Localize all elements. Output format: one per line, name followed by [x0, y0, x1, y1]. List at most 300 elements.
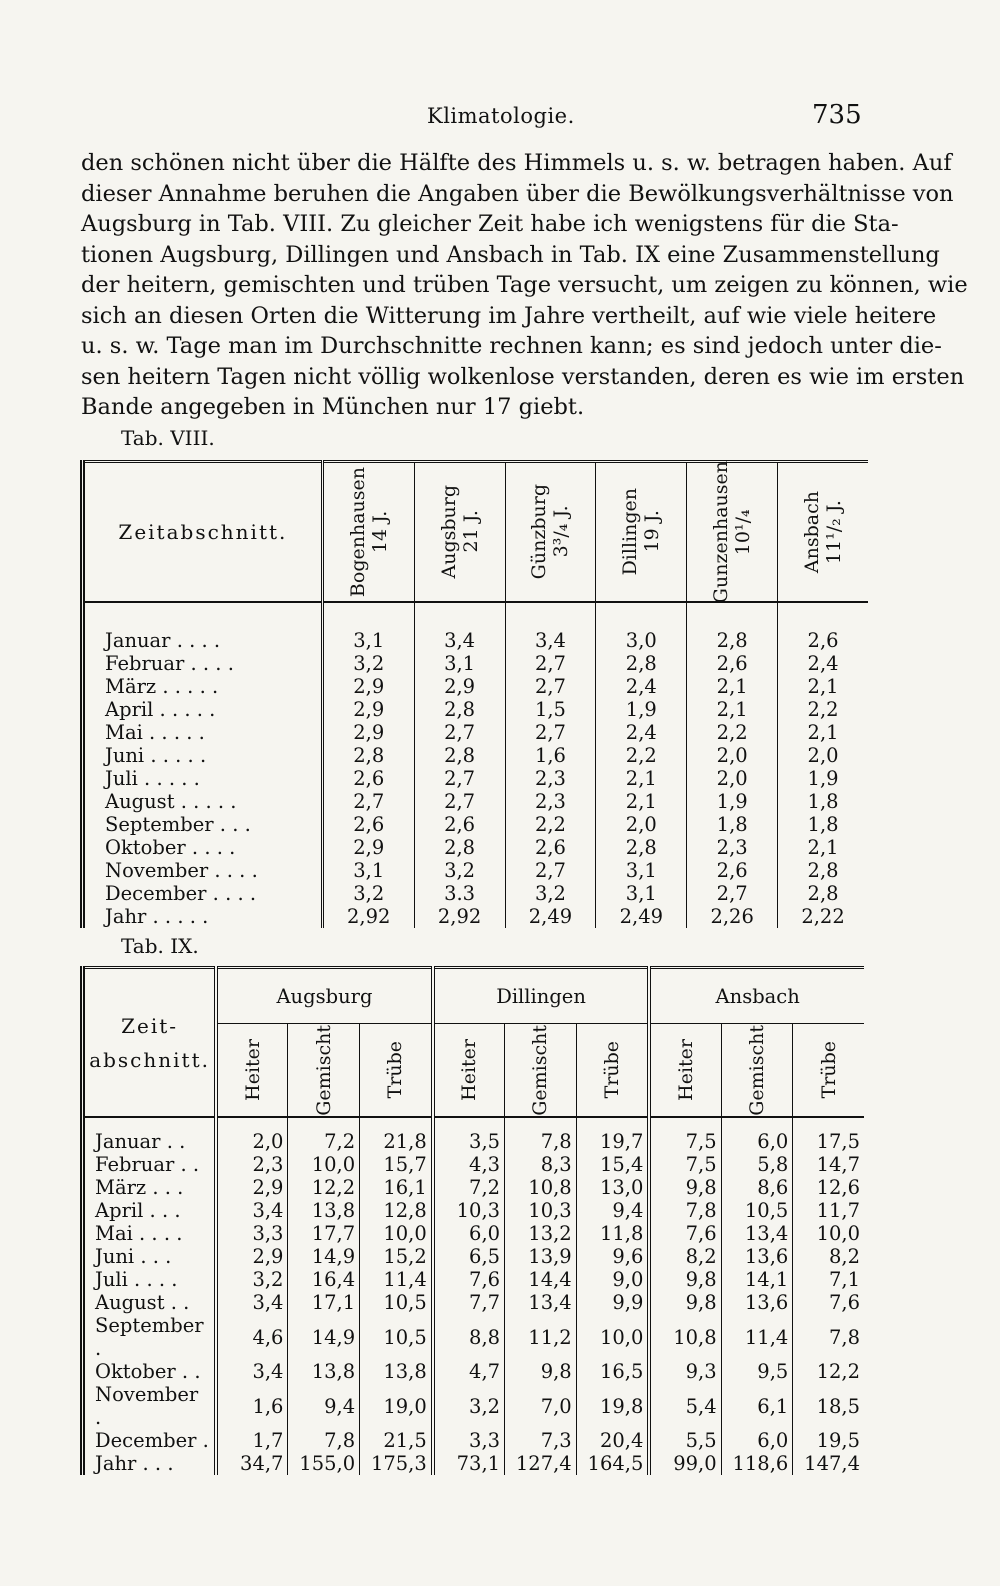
- station-years: 3³/₄ J.: [550, 506, 573, 558]
- station-years: 10¹/₄: [732, 509, 755, 555]
- value-cell: 2,7: [505, 859, 596, 882]
- table-row: [83, 698, 869, 721]
- value-cell: 147,4: [793, 1452, 864, 1475]
- table-row: [83, 721, 869, 744]
- value-cell: 13,8: [288, 1360, 360, 1383]
- value-cell: 19,5: [793, 1429, 864, 1452]
- value-cell: 164,5: [576, 1452, 649, 1475]
- value-cell: 12,2: [288, 1176, 360, 1199]
- value-cell: 7,8: [649, 1199, 721, 1222]
- body-line: sich an diesen Orten die Witterung im Jahre vertheilt, auf wie viele heitere: [81, 302, 937, 329]
- month-cell: Oktober . . . .: [105, 836, 236, 859]
- month-cell: August . . . . .: [105, 790, 237, 813]
- table-row: [83, 675, 869, 698]
- month-cell: November .: [95, 1383, 199, 1429]
- value-cell: 2,8: [596, 652, 687, 675]
- table-row: [83, 813, 869, 836]
- value-cell: 5,4: [649, 1383, 721, 1429]
- value-cell: 8,6: [721, 1176, 793, 1199]
- subheader-label: Heiter: [458, 1039, 481, 1101]
- table-row: [83, 1199, 865, 1222]
- table-row: [83, 1117, 865, 1153]
- month-cell: März . . . . .: [105, 675, 219, 698]
- value-cell: 10,3: [505, 1199, 577, 1222]
- value-cell: 3,4: [414, 602, 505, 652]
- table-viii-caption: Tab. VIII.: [121, 426, 215, 450]
- value-cell: 2,0: [778, 744, 868, 767]
- value-cell: 2,8: [322, 744, 414, 767]
- value-cell: 2,2: [596, 744, 687, 767]
- month-cell: November . . . .: [105, 859, 258, 882]
- value-cell: 6,0: [721, 1429, 793, 1452]
- subheader-label: Gemischt: [745, 1024, 768, 1116]
- table-row: [83, 1383, 865, 1429]
- value-cell: 2,6: [687, 859, 778, 882]
- value-cell: 2,0: [687, 767, 778, 790]
- table-row: [83, 1452, 865, 1475]
- station-header-dillingen: Dillingen: [433, 968, 650, 1024]
- value-cell: 8,3: [505, 1153, 577, 1176]
- value-cell: 9,8: [505, 1360, 577, 1383]
- value-cell: 12,8: [360, 1199, 433, 1222]
- value-cell: 3,1: [414, 652, 505, 675]
- body-line: tionen Augsburg, Dillingen und Ansbach in Tab. IX eine Zusammenstellung: [81, 241, 940, 268]
- value-cell: 1,9: [778, 767, 868, 790]
- table-row: [83, 905, 869, 928]
- value-cell: 16,5: [576, 1360, 649, 1383]
- value-cell: 2,3: [216, 1153, 288, 1176]
- value-cell: 13,6: [721, 1245, 793, 1268]
- value-cell: 3,4: [216, 1199, 288, 1222]
- label-line: Zeit-: [121, 1013, 179, 1038]
- station-name: Augsburg: [437, 485, 460, 579]
- page-header: [0, 100, 1000, 136]
- value-cell: 1,7: [216, 1429, 288, 1452]
- month-cell: Juli . . . .: [95, 1268, 178, 1291]
- value-cell: 2,1: [778, 836, 868, 859]
- table-ix-station-row: [83, 968, 865, 1024]
- value-cell: 17,7: [288, 1222, 360, 1245]
- value-cell: 21,8: [360, 1117, 433, 1153]
- running-title: Klimatologie.: [427, 104, 575, 128]
- column-header-augsburg: [414, 462, 505, 603]
- value-cell: 1,5: [505, 698, 596, 721]
- month-cell: Mai . . . .: [95, 1222, 183, 1245]
- subheader-label: Trübe: [384, 1041, 407, 1099]
- value-cell: 11,8: [576, 1222, 649, 1245]
- value-cell: 2,9: [322, 675, 414, 698]
- month-cell: Januar . .: [95, 1130, 186, 1153]
- page-number: 735: [812, 100, 862, 130]
- value-cell: 9,8: [649, 1291, 721, 1314]
- month-cell: Jahr . . . . .: [105, 905, 209, 928]
- value-cell: 2,1: [596, 790, 687, 813]
- value-cell: 9,6: [576, 1245, 649, 1268]
- value-cell: 2,7: [505, 652, 596, 675]
- month-cell: Februar . . . .: [105, 652, 234, 675]
- value-cell: 2,6: [505, 836, 596, 859]
- value-cell: 3,2: [216, 1268, 288, 1291]
- value-cell: 9,3: [649, 1360, 721, 1383]
- value-cell: 2,8: [687, 602, 778, 652]
- value-cell: 2,0: [216, 1117, 288, 1153]
- value-cell: 10,8: [505, 1176, 577, 1199]
- station-name: Ansbach: [801, 490, 824, 574]
- value-cell: 2,92: [322, 905, 414, 928]
- month-cell: Mai . . . . .: [105, 721, 205, 744]
- table-row: [83, 1222, 865, 1245]
- value-cell: 3,2: [322, 652, 414, 675]
- table-viii-body: [83, 602, 869, 928]
- value-cell: 155,0: [288, 1452, 360, 1475]
- subheader-cell: [505, 1024, 577, 1118]
- value-cell: 8,2: [793, 1245, 864, 1268]
- station-name: Günzburg: [528, 484, 551, 580]
- value-cell: 3,2: [322, 882, 414, 905]
- station-header-ansbach: Ansbach: [649, 968, 864, 1024]
- value-cell: 10,3: [433, 1199, 505, 1222]
- value-cell: 2,3: [505, 790, 596, 813]
- station-name: Dillingen: [619, 488, 642, 576]
- table-row: [83, 1176, 865, 1199]
- month-cell: Juni . . .: [95, 1245, 172, 1268]
- month-cell: Februar . .: [95, 1153, 200, 1176]
- value-cell: 7,8: [505, 1117, 577, 1153]
- value-cell: 2,6: [687, 652, 778, 675]
- value-cell: 2,6: [322, 813, 414, 836]
- value-cell: 5,8: [721, 1153, 793, 1176]
- value-cell: 2,4: [596, 675, 687, 698]
- value-cell: 7,7: [433, 1291, 505, 1314]
- value-cell: 2,49: [505, 905, 596, 928]
- subheader-cell: [721, 1024, 793, 1118]
- value-cell: 3,1: [322, 602, 414, 652]
- table-row: [83, 1314, 865, 1360]
- value-cell: 16,4: [288, 1268, 360, 1291]
- value-cell: 2,2: [687, 721, 778, 744]
- table-row: [83, 836, 869, 859]
- value-cell: 14,4: [505, 1268, 577, 1291]
- value-cell: 10,0: [360, 1222, 433, 1245]
- value-cell: 17,1: [288, 1291, 360, 1314]
- station-name: Bogenhausen: [346, 466, 369, 598]
- subheader-label: Gemischt: [312, 1024, 335, 1116]
- value-cell: 2,9: [216, 1245, 288, 1268]
- value-cell: 10,8: [649, 1314, 721, 1360]
- value-cell: 6,0: [433, 1222, 505, 1245]
- value-cell: 12,6: [793, 1176, 864, 1199]
- value-cell: 7,6: [793, 1291, 864, 1314]
- value-cell: 2,8: [596, 836, 687, 859]
- value-cell: 2,7: [414, 767, 505, 790]
- month-cell: December .: [95, 1429, 209, 1452]
- value-cell: 1,8: [778, 813, 868, 836]
- body-line: dieser Annahme beruhen die Angaben über die Bewölkungsverhältnisse von: [81, 180, 954, 207]
- value-cell: 2,4: [596, 721, 687, 744]
- station-years: 11¹/₂ J.: [823, 499, 846, 565]
- table-ix-caption: Tab. IX.: [121, 934, 199, 958]
- value-cell: 2,9: [216, 1176, 288, 1199]
- value-cell: 2,7: [414, 790, 505, 813]
- value-cell: 2,3: [505, 767, 596, 790]
- table-row: [83, 1153, 865, 1176]
- value-cell: 1,8: [778, 790, 868, 813]
- column-header-dillingen: [596, 462, 687, 603]
- month-cell: August . .: [95, 1291, 190, 1314]
- value-cell: 13,8: [288, 1199, 360, 1222]
- value-cell: 2,1: [778, 675, 868, 698]
- value-cell: 11,7: [793, 1199, 864, 1222]
- value-cell: 3,0: [596, 602, 687, 652]
- subheader-cell: [793, 1024, 864, 1118]
- value-cell: 2,49: [596, 905, 687, 928]
- value-cell: 3,4: [216, 1360, 288, 1383]
- value-cell: 2,0: [687, 744, 778, 767]
- value-cell: 10,0: [576, 1314, 649, 1360]
- value-cell: 4,7: [433, 1360, 505, 1383]
- value-cell: 9,4: [288, 1383, 360, 1429]
- value-cell: 15,4: [576, 1153, 649, 1176]
- value-cell: 9,0: [576, 1268, 649, 1291]
- body-line: den schönen nicht über die Hälfte des Himmels u. s. w. betragen haben. Auf: [81, 150, 952, 176]
- table-row: [83, 1245, 865, 1268]
- value-cell: 3,1: [322, 859, 414, 882]
- value-cell: 2,1: [778, 721, 868, 744]
- table-viii-header-row: [83, 462, 869, 603]
- station-years: 21 J.: [459, 510, 482, 554]
- value-cell: 16,1: [360, 1176, 433, 1199]
- month-cell: April . . . . .: [105, 698, 216, 721]
- value-cell: 17,5: [793, 1117, 864, 1153]
- value-cell: 21,5: [360, 1429, 433, 1452]
- value-cell: 14,9: [288, 1314, 360, 1360]
- subheader-label: Trübe: [601, 1041, 624, 1099]
- column-header-ansbach: [778, 462, 868, 603]
- value-cell: 10,0: [793, 1222, 864, 1245]
- value-cell: 7,8: [288, 1429, 360, 1452]
- value-cell: 2,3: [687, 836, 778, 859]
- value-cell: 9,8: [649, 1268, 721, 1291]
- month-cell: Jahr . . .: [95, 1452, 174, 1475]
- value-cell: 2,4: [778, 652, 868, 675]
- table-row: [83, 790, 869, 813]
- value-cell: 13,6: [721, 1291, 793, 1314]
- value-cell: 2,7: [505, 721, 596, 744]
- table-row: [83, 882, 869, 905]
- value-cell: 3,2: [414, 859, 505, 882]
- value-cell: 2,9: [322, 698, 414, 721]
- value-cell: 175,3: [360, 1452, 433, 1475]
- value-cell: 1,6: [505, 744, 596, 767]
- value-cell: 3,4: [216, 1291, 288, 1314]
- value-cell: 13,4: [505, 1291, 577, 1314]
- subheader-cell: [649, 1024, 721, 1118]
- station-header-augsburg: Augsburg: [216, 968, 433, 1024]
- station-years: 19 J.: [641, 510, 664, 554]
- value-cell: 1,6: [216, 1383, 288, 1429]
- table-row: [83, 602, 869, 652]
- month-cell: September .: [95, 1314, 204, 1360]
- value-cell: 73,1: [433, 1452, 505, 1475]
- value-cell: 13,4: [721, 1222, 793, 1245]
- value-cell: 6,5: [433, 1245, 505, 1268]
- table-row: [83, 652, 869, 675]
- subheader-label: Trübe: [817, 1041, 840, 1099]
- value-cell: 10,5: [360, 1314, 433, 1360]
- value-cell: 11,4: [360, 1268, 433, 1291]
- value-cell: 8,8: [433, 1314, 505, 1360]
- value-cell: 2,2: [505, 813, 596, 836]
- month-cell: December . . . .: [105, 882, 257, 905]
- value-cell: 2,7: [322, 790, 414, 813]
- value-cell: 13,2: [505, 1222, 577, 1245]
- month-cell: Juli . . . . .: [105, 767, 200, 790]
- subheader-label: Gemischt: [529, 1024, 552, 1116]
- value-cell: 2,6: [414, 813, 505, 836]
- value-cell: 13,9: [505, 1245, 577, 1268]
- table-viii-label: Zeitabschnitt.: [83, 462, 323, 603]
- value-cell: 7,2: [288, 1117, 360, 1153]
- value-cell: 2,8: [778, 859, 868, 882]
- table-row: [83, 1429, 865, 1452]
- subheader-cell: [576, 1024, 649, 1118]
- month-cell: Oktober . .: [95, 1360, 201, 1383]
- value-cell: 3,2: [433, 1383, 505, 1429]
- value-cell: 127,4: [505, 1452, 577, 1475]
- body-line: u. s. w. Tage man im Durchschnitte rechnen kann; es sind jedoch unter die-: [81, 333, 942, 359]
- value-cell: 6,0: [721, 1117, 793, 1153]
- value-cell: 10,5: [360, 1291, 433, 1314]
- value-cell: 2,8: [414, 836, 505, 859]
- table-row: [83, 767, 869, 790]
- month-cell: März . . .: [95, 1176, 184, 1199]
- value-cell: 19,7: [576, 1117, 649, 1153]
- value-cell: 2,9: [322, 721, 414, 744]
- table-row: [83, 744, 869, 767]
- value-cell: 2,1: [596, 767, 687, 790]
- value-cell: 2,26: [687, 905, 778, 928]
- value-cell: 15,2: [360, 1245, 433, 1268]
- value-cell: 13,0: [576, 1176, 649, 1199]
- value-cell: 10,5: [721, 1199, 793, 1222]
- subheader-label: Heiter: [241, 1039, 264, 1101]
- value-cell: 14,9: [288, 1245, 360, 1268]
- value-cell: 15,7: [360, 1153, 433, 1176]
- table-viii: [80, 460, 868, 928]
- value-cell: 7,2: [433, 1176, 505, 1199]
- value-cell: 3.3: [414, 882, 505, 905]
- value-cell: 7,6: [433, 1268, 505, 1291]
- value-cell: 3,2: [505, 882, 596, 905]
- station-name: Gunzenhausen: [710, 460, 733, 604]
- value-cell: 2,7: [687, 882, 778, 905]
- value-cell: 7,1: [793, 1268, 864, 1291]
- value-cell: 12,2: [793, 1360, 864, 1383]
- table-row: [83, 1291, 865, 1314]
- table-row: [83, 859, 869, 882]
- value-cell: 14,1: [721, 1268, 793, 1291]
- value-cell: 11,4: [721, 1314, 793, 1360]
- body-line: Bande angegeben in München nur 17 giebt.: [81, 394, 585, 420]
- body-line: der heitern, gemischten und trüben Tage versucht, um zeigen zu können, wie: [81, 272, 968, 298]
- value-cell: 8,2: [649, 1245, 721, 1268]
- station-years: 14 J.: [368, 510, 391, 554]
- subheader-cell: [360, 1024, 433, 1118]
- value-cell: 118,6: [721, 1452, 793, 1475]
- value-cell: 11,2: [505, 1314, 577, 1360]
- value-cell: 3,4: [505, 602, 596, 652]
- value-cell: 3,3: [433, 1429, 505, 1452]
- month-cell: September . . .: [105, 813, 251, 836]
- value-cell: 2,8: [778, 882, 868, 905]
- value-cell: 19,8: [576, 1383, 649, 1429]
- value-cell: 2,6: [778, 602, 868, 652]
- value-cell: 7,5: [649, 1117, 721, 1153]
- value-cell: 5,5: [649, 1429, 721, 1452]
- subheader-label: Heiter: [675, 1039, 697, 1101]
- column-header-bogenhausen: [322, 462, 414, 603]
- value-cell: 3,1: [596, 859, 687, 882]
- body-line: Augsburg in Tab. VIII. Zu gleicher Zeit habe ich wenigstens für die Sta-: [81, 211, 899, 237]
- value-cell: 2,1: [687, 675, 778, 698]
- subheader-cell: [216, 1024, 288, 1118]
- value-cell: 99,0: [649, 1452, 721, 1475]
- table-ix: [80, 966, 864, 1475]
- value-cell: 2,7: [505, 675, 596, 698]
- body-paragraph: [81, 148, 968, 423]
- subheader-cell: [288, 1024, 360, 1118]
- value-cell: 1,9: [596, 698, 687, 721]
- label-line: abschnitt.: [89, 1047, 210, 1072]
- value-cell: 19,0: [360, 1383, 433, 1429]
- value-cell: 2,9: [414, 675, 505, 698]
- month-cell: Januar . . . .: [105, 629, 221, 652]
- value-cell: 4,6: [216, 1314, 288, 1360]
- table-row: [83, 1268, 865, 1291]
- value-cell: 6,1: [721, 1383, 793, 1429]
- value-cell: 7,5: [649, 1153, 721, 1176]
- value-cell: 10,0: [288, 1153, 360, 1176]
- value-cell: 9,5: [721, 1360, 793, 1383]
- table-ix-body: [83, 1117, 865, 1475]
- value-cell: 34,7: [216, 1452, 288, 1475]
- value-cell: 3,1: [596, 882, 687, 905]
- value-cell: 4,3: [433, 1153, 505, 1176]
- value-cell: 20,4: [576, 1429, 649, 1452]
- value-cell: 7,0: [505, 1383, 577, 1429]
- value-cell: 1,8: [687, 813, 778, 836]
- value-cell: 2,22: [778, 905, 868, 928]
- value-cell: 13,8: [360, 1360, 433, 1383]
- value-cell: 14,7: [793, 1153, 864, 1176]
- value-cell: 2,8: [414, 698, 505, 721]
- value-cell: 7,8: [793, 1314, 864, 1360]
- value-cell: 2,9: [322, 836, 414, 859]
- value-cell: 2,6: [322, 767, 414, 790]
- value-cell: 1,9: [687, 790, 778, 813]
- body-line: sen heitern Tagen nicht völlig wolkenlose verstanden, deren es wie im ersten: [81, 363, 965, 390]
- value-cell: 2,1: [687, 698, 778, 721]
- value-cell: 3,3: [216, 1222, 288, 1245]
- column-header-guenzburg: [505, 462, 596, 603]
- value-cell: 3,5: [433, 1117, 505, 1153]
- value-cell: 2,92: [414, 905, 505, 928]
- value-cell: 7,6: [649, 1222, 721, 1245]
- value-cell: 9,8: [649, 1176, 721, 1199]
- value-cell: 9,4: [576, 1199, 649, 1222]
- value-cell: 2,0: [596, 813, 687, 836]
- table-ix-label: [83, 968, 217, 1118]
